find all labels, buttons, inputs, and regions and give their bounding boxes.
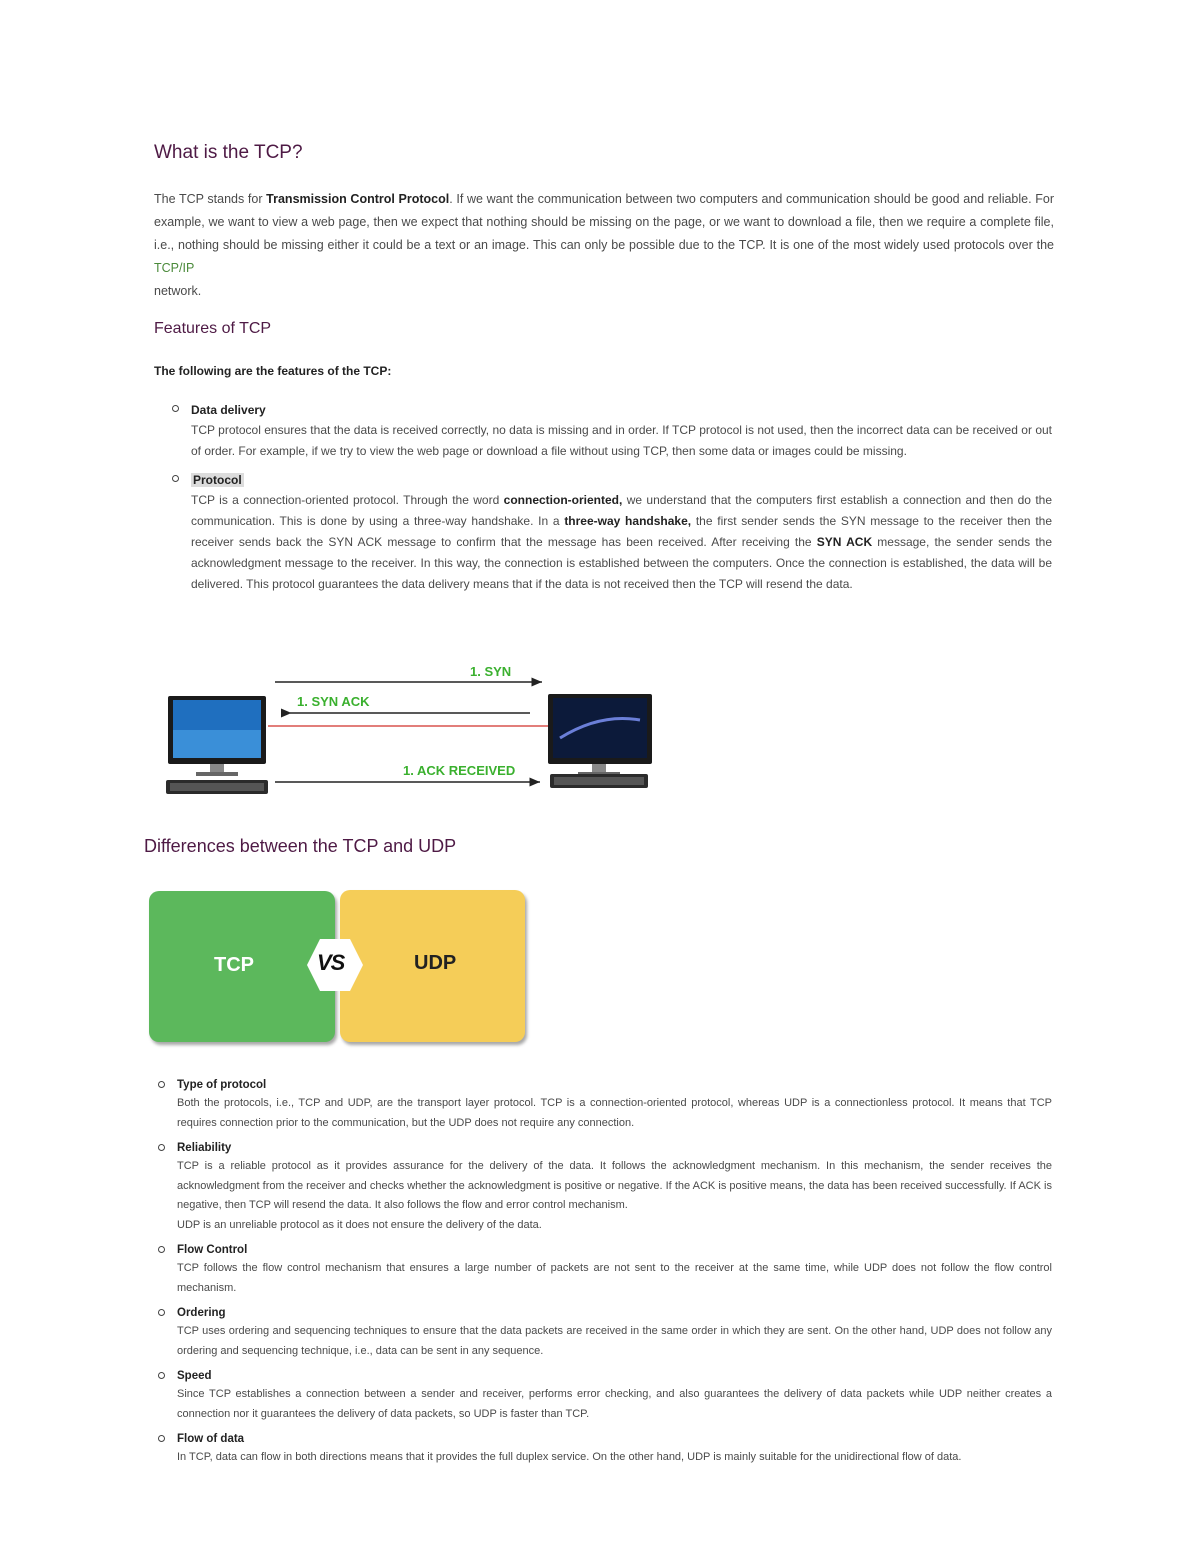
difference-text: Both the protocols, i.e., TCP and UDP, are the transport layer protocol. TCP is a connection-oriented protocol, whereas UDP is a connectionless protocol. It means that TCP requires connection prior to the communication, but the UDP does not require any connection. bbox=[177, 1097, 1052, 1129]
difference-heading: Reliability bbox=[177, 1142, 232, 1154]
features-heading: Features of TCP bbox=[154, 320, 272, 337]
protocol-bold-3: SYN ACK bbox=[816, 535, 873, 549]
handshake-diagram bbox=[160, 658, 660, 803]
difference-text-extra: UDP is an unreliable protocol as it does not ensure the delivery of the data. bbox=[177, 1218, 542, 1231]
protocol-text-1: TCP is a connection-oriented protocol. Through the word bbox=[191, 493, 504, 507]
ack-received-label: 1. ACK RECEIVED bbox=[403, 763, 516, 778]
difference-heading: Flow of data bbox=[177, 1433, 245, 1445]
feature-heading: Data delivery bbox=[191, 403, 266, 417]
difference-text: In TCP, data can flow in both directions means that it provides the full duplex service. On the other hand, UDP is mainly suitable for the unidirectional flow of data. bbox=[177, 1451, 962, 1463]
difference-item bbox=[158, 1304, 1052, 1361]
protocol-text-3: the first sender sends the SYN message to the receiver then the receiver sends back the SYN ACK message to confirm that the message has been received. After receiving the bbox=[191, 514, 1052, 549]
intro-text-1: The TCP stands for bbox=[154, 192, 267, 206]
difference-item bbox=[158, 1076, 1052, 1133]
feature-item-data-delivery bbox=[172, 400, 1052, 462]
intro-text-3: network. bbox=[154, 284, 202, 298]
protocol-bold-2: three-way handshake, bbox=[564, 514, 692, 528]
difference-heading: Type of protocol bbox=[177, 1079, 267, 1091]
feature-heading bbox=[191, 470, 1052, 490]
difference-text: TCP uses ordering and sequencing techniques to ensure that the data packets are received in the same order in which they are sent. On the other hand, UDP does not follow any ordering and sequencing technique, i.e., data can be sent in any sequence. bbox=[177, 1325, 1052, 1357]
tcp-label: TCP bbox=[214, 954, 254, 976]
difference-text: Since TCP establishes a connection between a sender and receiver, performs error checking, and also guarantees the delivery of data packets while UDP neither creates a connection nor it guarantees the delivery of data packets, so UDP is faster than TCP. bbox=[177, 1388, 1052, 1420]
feature-heading-highlighted: Protocol bbox=[193, 473, 242, 487]
difference-heading: Ordering bbox=[177, 1307, 226, 1319]
features-list bbox=[172, 400, 1052, 603]
features-lead: The following are the features of the TCP: bbox=[154, 364, 392, 378]
difference-heading: Speed bbox=[177, 1370, 212, 1382]
difference-text: TCP follows the flow control mechanism that ensures a large number of packets are not sent to the receiver at the same time, while UDP does not follow the flow control mechanism. bbox=[177, 1262, 1052, 1294]
difference-item bbox=[158, 1241, 1052, 1298]
intro-bold-term: Transmission Control Protocol bbox=[266, 192, 450, 206]
vs-label: VS bbox=[317, 950, 345, 975]
syn-ack-label: 1. SYN ACK bbox=[297, 694, 370, 709]
differences-heading: Differences between the TCP and UDP bbox=[144, 836, 457, 856]
protocol-text-2: we understand that the computers first establish a connection and then do the communication. This is done by using a three-way handshake. In a bbox=[191, 493, 1052, 528]
sender-computer-icon bbox=[166, 696, 268, 794]
protocol-bold-1: connection-oriented, bbox=[503, 493, 623, 507]
feature-text: TCP protocol ensures that the data is received correctly, no data is missing and in order. If TCP protocol is not used, then the incorrect data can be received or out of order. For example, if we try to view the web page or download a file without using TCP, then some data or images could be missing. bbox=[191, 423, 1052, 458]
tcp-vs-udp-graphic bbox=[146, 888, 530, 1048]
syn-label: 1. SYN bbox=[470, 664, 512, 679]
feature-item-protocol bbox=[172, 470, 1052, 595]
tcp-ip-link[interactable]: TCP/IP bbox=[154, 261, 195, 275]
feature-text bbox=[191, 490, 1052, 595]
protocol-text-4: message, the sender sends the acknowledgment message to the receiver. In this way, the connection is established between the computers. Once the connection is established, the data will be delivered. This protocol guarantees the data delivery means that if the data is not received then the TCP will resend the data. bbox=[191, 535, 1052, 591]
receiver-computer-icon bbox=[548, 694, 652, 788]
difference-item bbox=[158, 1430, 1052, 1468]
udp-label: UDP bbox=[414, 952, 457, 974]
difference-text: TCP is a reliable protocol as it provides assurance for the delivery of the data. It follows the acknowledgment mechanism. In this mechanism, the sender receives the acknowledgment from the receiver and checks whether the acknowledgment is positive or negative. If the ACK is positive means, the data has been received successfully. If ACK is negative, then TCP will resend the data. It also follows the flow and error control mechanism. bbox=[177, 1160, 1052, 1211]
differences-list bbox=[158, 1076, 1052, 1474]
difference-item bbox=[158, 1139, 1052, 1235]
difference-item bbox=[158, 1367, 1052, 1424]
intro-text-2: . If we want the communication between two computers and communication should be good and reliable. For example, we want to view a web page, then we expect that nothing should be missing on the page, or we want to download a file, then we require a complete file, i.e., nothing should be missing either it could be a text or an image. This can only be possible due to the TCP. It is one of the most widely used protocols over the bbox=[154, 192, 1054, 252]
intro-paragraph bbox=[154, 188, 1054, 303]
page-title: What is the TCP? bbox=[154, 142, 303, 163]
difference-heading: Flow Control bbox=[177, 1244, 248, 1256]
